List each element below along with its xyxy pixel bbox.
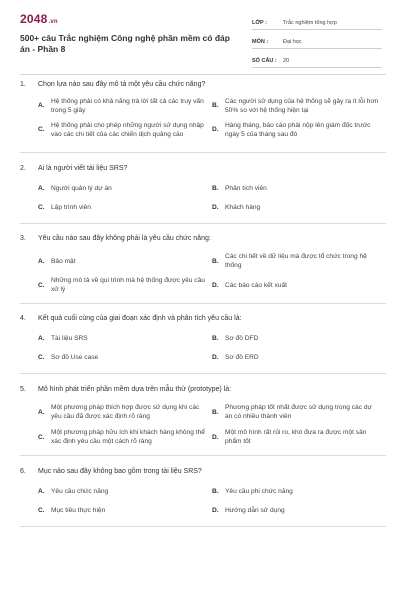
option-text: Bảo mật: [51, 257, 76, 265]
logo-text: 2048: [20, 12, 48, 26]
option-letter: A.: [38, 257, 45, 265]
answer-option-a[interactable]: [38, 179, 212, 198]
question-number: 4.: [20, 315, 26, 322]
question-label: Yêu cầu nào sau đây không phải là yêu cầu chức năng:: [38, 235, 211, 242]
option-letter: C.: [38, 204, 45, 211]
answer-option-b[interactable]: [212, 95, 386, 116]
question-item: [20, 224, 386, 304]
meta-label: MÔN :: [252, 39, 269, 45]
answer-option-a[interactable]: [38, 329, 212, 348]
option-letter: B.: [212, 488, 219, 495]
question-item: [20, 456, 386, 527]
meta-row-class: [252, 11, 382, 30]
meta-value: Đại học: [283, 39, 302, 45]
option-text: Một phương pháp hữu ích khi khách hàng không thể xác định yêu cầu một cách rõ ràng: [51, 429, 205, 445]
answer-option-d[interactable]: [212, 198, 386, 217]
option-text: Các người sử dụng của hệ thống sẽ gây ra ít lỗi hơn 50% so với hệ thống hiện tại: [225, 97, 379, 114]
answer-option-a[interactable]: [38, 400, 212, 424]
site-logo[interactable]: [20, 12, 58, 26]
question-number: 1.: [20, 81, 26, 88]
option-text: Những mô tả về qui trình mà hệ thống được yêu cầu xử lý: [51, 277, 205, 293]
meta-label: LỚP :: [252, 20, 267, 26]
answer-option-c[interactable]: [38, 501, 212, 520]
option-text: Một mô hình rất rủi ro, khó đưa ra được một sản phẩm tốt: [225, 429, 367, 445]
option-letter: B.: [212, 185, 219, 192]
answer-options: [20, 249, 386, 297]
answer-option-c[interactable]: [38, 424, 212, 450]
question-label: Mô hình phát triển phần mềm dựa trên mẫu thử (prototype) là:: [38, 386, 232, 393]
question-label: Kết quả cuối cùng của giai đoạn xác định và phân tích yêu cầu là:: [38, 315, 242, 322]
question-item: [20, 374, 386, 456]
answer-option-d[interactable]: [212, 501, 386, 520]
answer-option-d[interactable]: [212, 424, 386, 450]
option-letter: D.: [212, 281, 219, 289]
meta-value: 20: [283, 58, 290, 64]
option-letter: C.: [38, 507, 45, 514]
option-letter: A.: [38, 185, 45, 192]
question-text: [20, 80, 386, 95]
option-text: Yêu cầu phi chức năng: [225, 488, 293, 495]
question-label: Ai là người viết tài liệu SRS?: [38, 165, 128, 172]
question-number: 5.: [20, 386, 26, 393]
option-text: Người quản lý dự án: [51, 185, 112, 192]
answer-option-d[interactable]: [212, 116, 386, 143]
answer-option-b[interactable]: [212, 482, 386, 501]
question-list: [20, 80, 386, 527]
option-text: Hệ thống phải có khả năng trả lời tất cả các truy vấn trong 5 giây: [51, 97, 204, 114]
option-letter: C.: [38, 433, 45, 441]
option-text: Lập trình viên: [51, 204, 91, 211]
option-letter: D.: [212, 354, 219, 361]
option-text: Phương pháp tốt nhất được sử dụng trong các dự án có nhiều thành viên: [225, 404, 372, 420]
question-label: Chọn lựa nào sau đây mô tả một yêu cầu chức năng?: [38, 81, 206, 88]
header-divider: [20, 74, 386, 75]
option-text: Sơ đồ DFD: [225, 335, 259, 342]
question-item: [20, 153, 386, 224]
meta-value: Trắc nghiệm tổng hợp: [283, 20, 337, 26]
option-letter: A.: [38, 408, 45, 416]
option-text: Mục tiêu thực hiện: [51, 507, 106, 514]
option-letter: A.: [38, 335, 45, 342]
option-text: Hệ thống phải cho phép những người sử dụng nhập vào các chi tiết của các chiến dịch quảng cáo: [51, 121, 204, 138]
option-letter: B.: [212, 408, 219, 416]
option-text: Hàng tháng, báo cáo phải nộp lên giám đốc trước ngày 5 của tháng sau đó: [225, 121, 371, 138]
option-text: Các báo cáo kết xuất: [225, 281, 287, 289]
option-text: Các chi tiết về dữ liệu mà được tổ chức trong hệ thống: [225, 253, 367, 269]
option-letter: B.: [212, 335, 219, 342]
option-letter: C.: [38, 126, 45, 133]
option-letter: B.: [212, 102, 219, 109]
option-text: Một phương pháp thích hợp được sử dụng khi các yêu cầu đã được xác định rõ ràng: [51, 404, 200, 420]
answer-option-b[interactable]: [212, 400, 386, 424]
answer-option-b[interactable]: [212, 329, 386, 348]
answer-options: [20, 95, 386, 143]
page-title: 500+ câu Trắc nghiệm Công nghệ phần mềm có đáp án - Phần 8: [20, 33, 230, 54]
meta-row-count: [252, 49, 382, 68]
answer-option-c[interactable]: [38, 198, 212, 217]
answer-option-a[interactable]: [38, 95, 212, 116]
option-letter: D.: [212, 433, 219, 441]
answer-options: [20, 179, 386, 217]
question-label: Mục nào sau đây không bao gồm trong tài liệu SRS?: [38, 468, 202, 475]
option-text: Tài liệu SRS: [51, 335, 88, 342]
answer-option-a[interactable]: [38, 482, 212, 501]
page-header: [0, 0, 400, 70]
option-letter: D.: [212, 204, 219, 211]
question-item: [20, 80, 386, 153]
question-text: [20, 385, 386, 400]
option-letter: C.: [38, 281, 45, 289]
answer-option-b[interactable]: [212, 179, 386, 198]
question-number: 2.: [20, 165, 26, 172]
question-text: [20, 467, 386, 482]
logo-tld: .vn: [48, 19, 58, 25]
option-letter: D.: [212, 126, 219, 133]
option-text: Sơ đồ ERD: [225, 354, 259, 361]
question-text: [20, 234, 386, 249]
option-text: Hướng dẫn sử dụng: [225, 507, 285, 514]
option-letter: B.: [212, 257, 219, 265]
option-letter: C.: [38, 354, 45, 361]
answer-options: [20, 482, 386, 520]
question-number: 3.: [20, 235, 26, 242]
answer-option-a[interactable]: [38, 249, 212, 273]
option-text: Khách hàng: [225, 204, 261, 211]
answer-option-c[interactable]: [38, 273, 212, 297]
question-item: [20, 304, 386, 374]
answer-option-c[interactable]: [38, 116, 212, 143]
answer-option-c[interactable]: [38, 348, 212, 367]
meta-label: SỐ CÂU :: [252, 58, 277, 64]
answer-option-d[interactable]: [212, 273, 386, 297]
option-text: Sơ đồ Use case: [51, 354, 99, 361]
option-text: Yêu cầu chức năng: [51, 488, 109, 495]
question-text: [20, 164, 386, 179]
option-letter: D.: [212, 507, 219, 514]
answer-options: [20, 400, 386, 450]
option-letter: A.: [38, 488, 45, 495]
meta-panel: [252, 11, 382, 68]
answer-option-d[interactable]: [212, 348, 386, 367]
question-number: 6.: [20, 468, 26, 475]
option-letter: A.: [38, 102, 45, 109]
question-text: [20, 314, 386, 329]
meta-row-subject: [252, 30, 382, 49]
option-text: Phân tích viên: [225, 185, 267, 192]
answer-option-b[interactable]: [212, 249, 386, 273]
answer-options: [20, 329, 386, 367]
